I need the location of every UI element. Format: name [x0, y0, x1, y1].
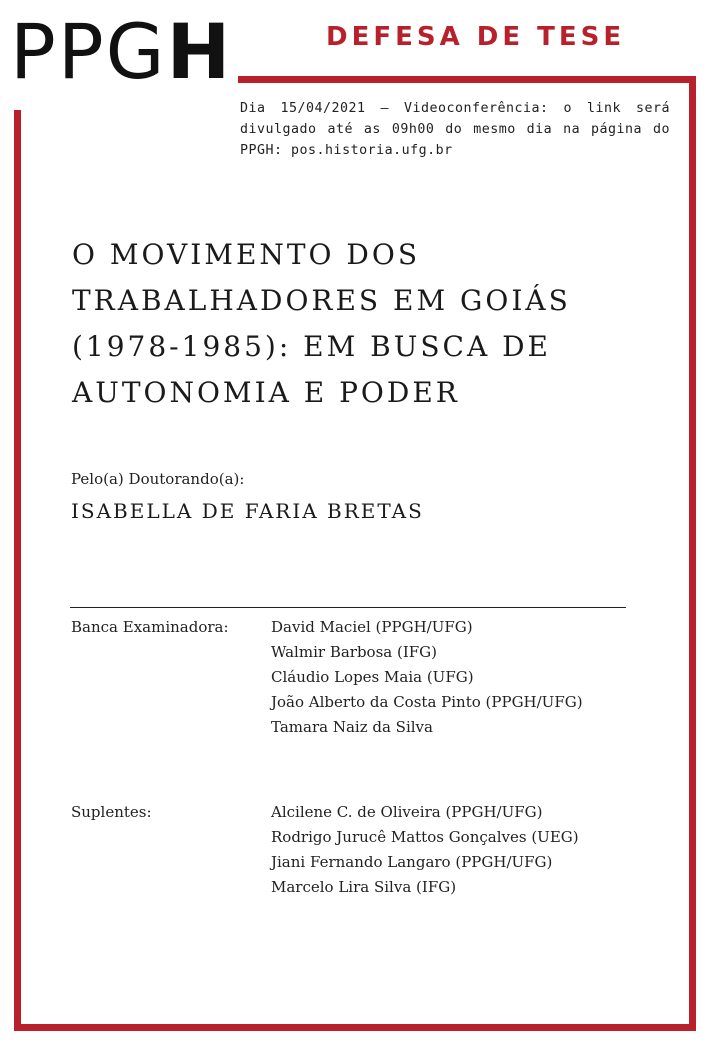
committee-member: Walmir Barbosa (IFG) — [271, 643, 438, 661]
thesis-title-line: AUTONOMIA E PODER — [72, 376, 460, 409]
substitutes-label: Suplentes: — [71, 803, 152, 821]
committee-list — [271, 615, 583, 740]
thesis-title — [72, 232, 632, 416]
thesis-title-line: (1978-1985): EM BUSCA DE — [72, 330, 551, 363]
event-info: Dia 15/04/2021 – Videoconferência: o link será divulgado até as 09h00 do mesmo dia na página do PPGH: pos.historia.ufg.br — [240, 101, 670, 158]
substitute-member: Jiani Fernando Langaro (PPGH/UFG) — [271, 853, 553, 871]
substitute-member: Rodrigo Jurucê Mattos Gonçalves (UEG) — [271, 828, 579, 846]
thesis-title-line: O MOVIMENTO DOS — [72, 238, 420, 271]
candidate-name: ISABELLA DE FARIA BRETAS — [71, 499, 424, 523]
frame-border-left — [14, 110, 21, 1031]
substitute-member: Alcilene C. de Oliveira (PPGH/UFG) — [271, 803, 543, 821]
frame-border-top — [238, 76, 696, 83]
logo-text-light: PPG — [10, 7, 167, 96]
thesis-title-line: TRABALHADORES EM GOIÁS — [72, 284, 571, 317]
committee-member: Tamara Naiz da Silva — [271, 718, 433, 736]
section-divider — [70, 607, 626, 608]
substitute-member: Marcelo Lira Silva (IFG) — [271, 878, 457, 896]
frame-border-right — [689, 76, 696, 1031]
ppgh-logo — [10, 7, 233, 96]
committee-member: David Maciel (PPGH/UFG) — [271, 618, 473, 636]
candidate-label: Pelo(a) Doutorando(a): — [71, 470, 245, 488]
logo-text-heavy: H — [166, 7, 233, 96]
frame-border-bottom — [14, 1024, 696, 1031]
committee-member: Cláudio Lopes Maia (UFG) — [271, 668, 474, 686]
committee-member: João Alberto da Costa Pinto (PPGH/UFG) — [271, 693, 583, 711]
substitutes-list — [271, 800, 579, 900]
committee-label: Banca Examinadora: — [71, 618, 229, 636]
event-type-heading: DEFESA DE TESE — [326, 22, 626, 52]
